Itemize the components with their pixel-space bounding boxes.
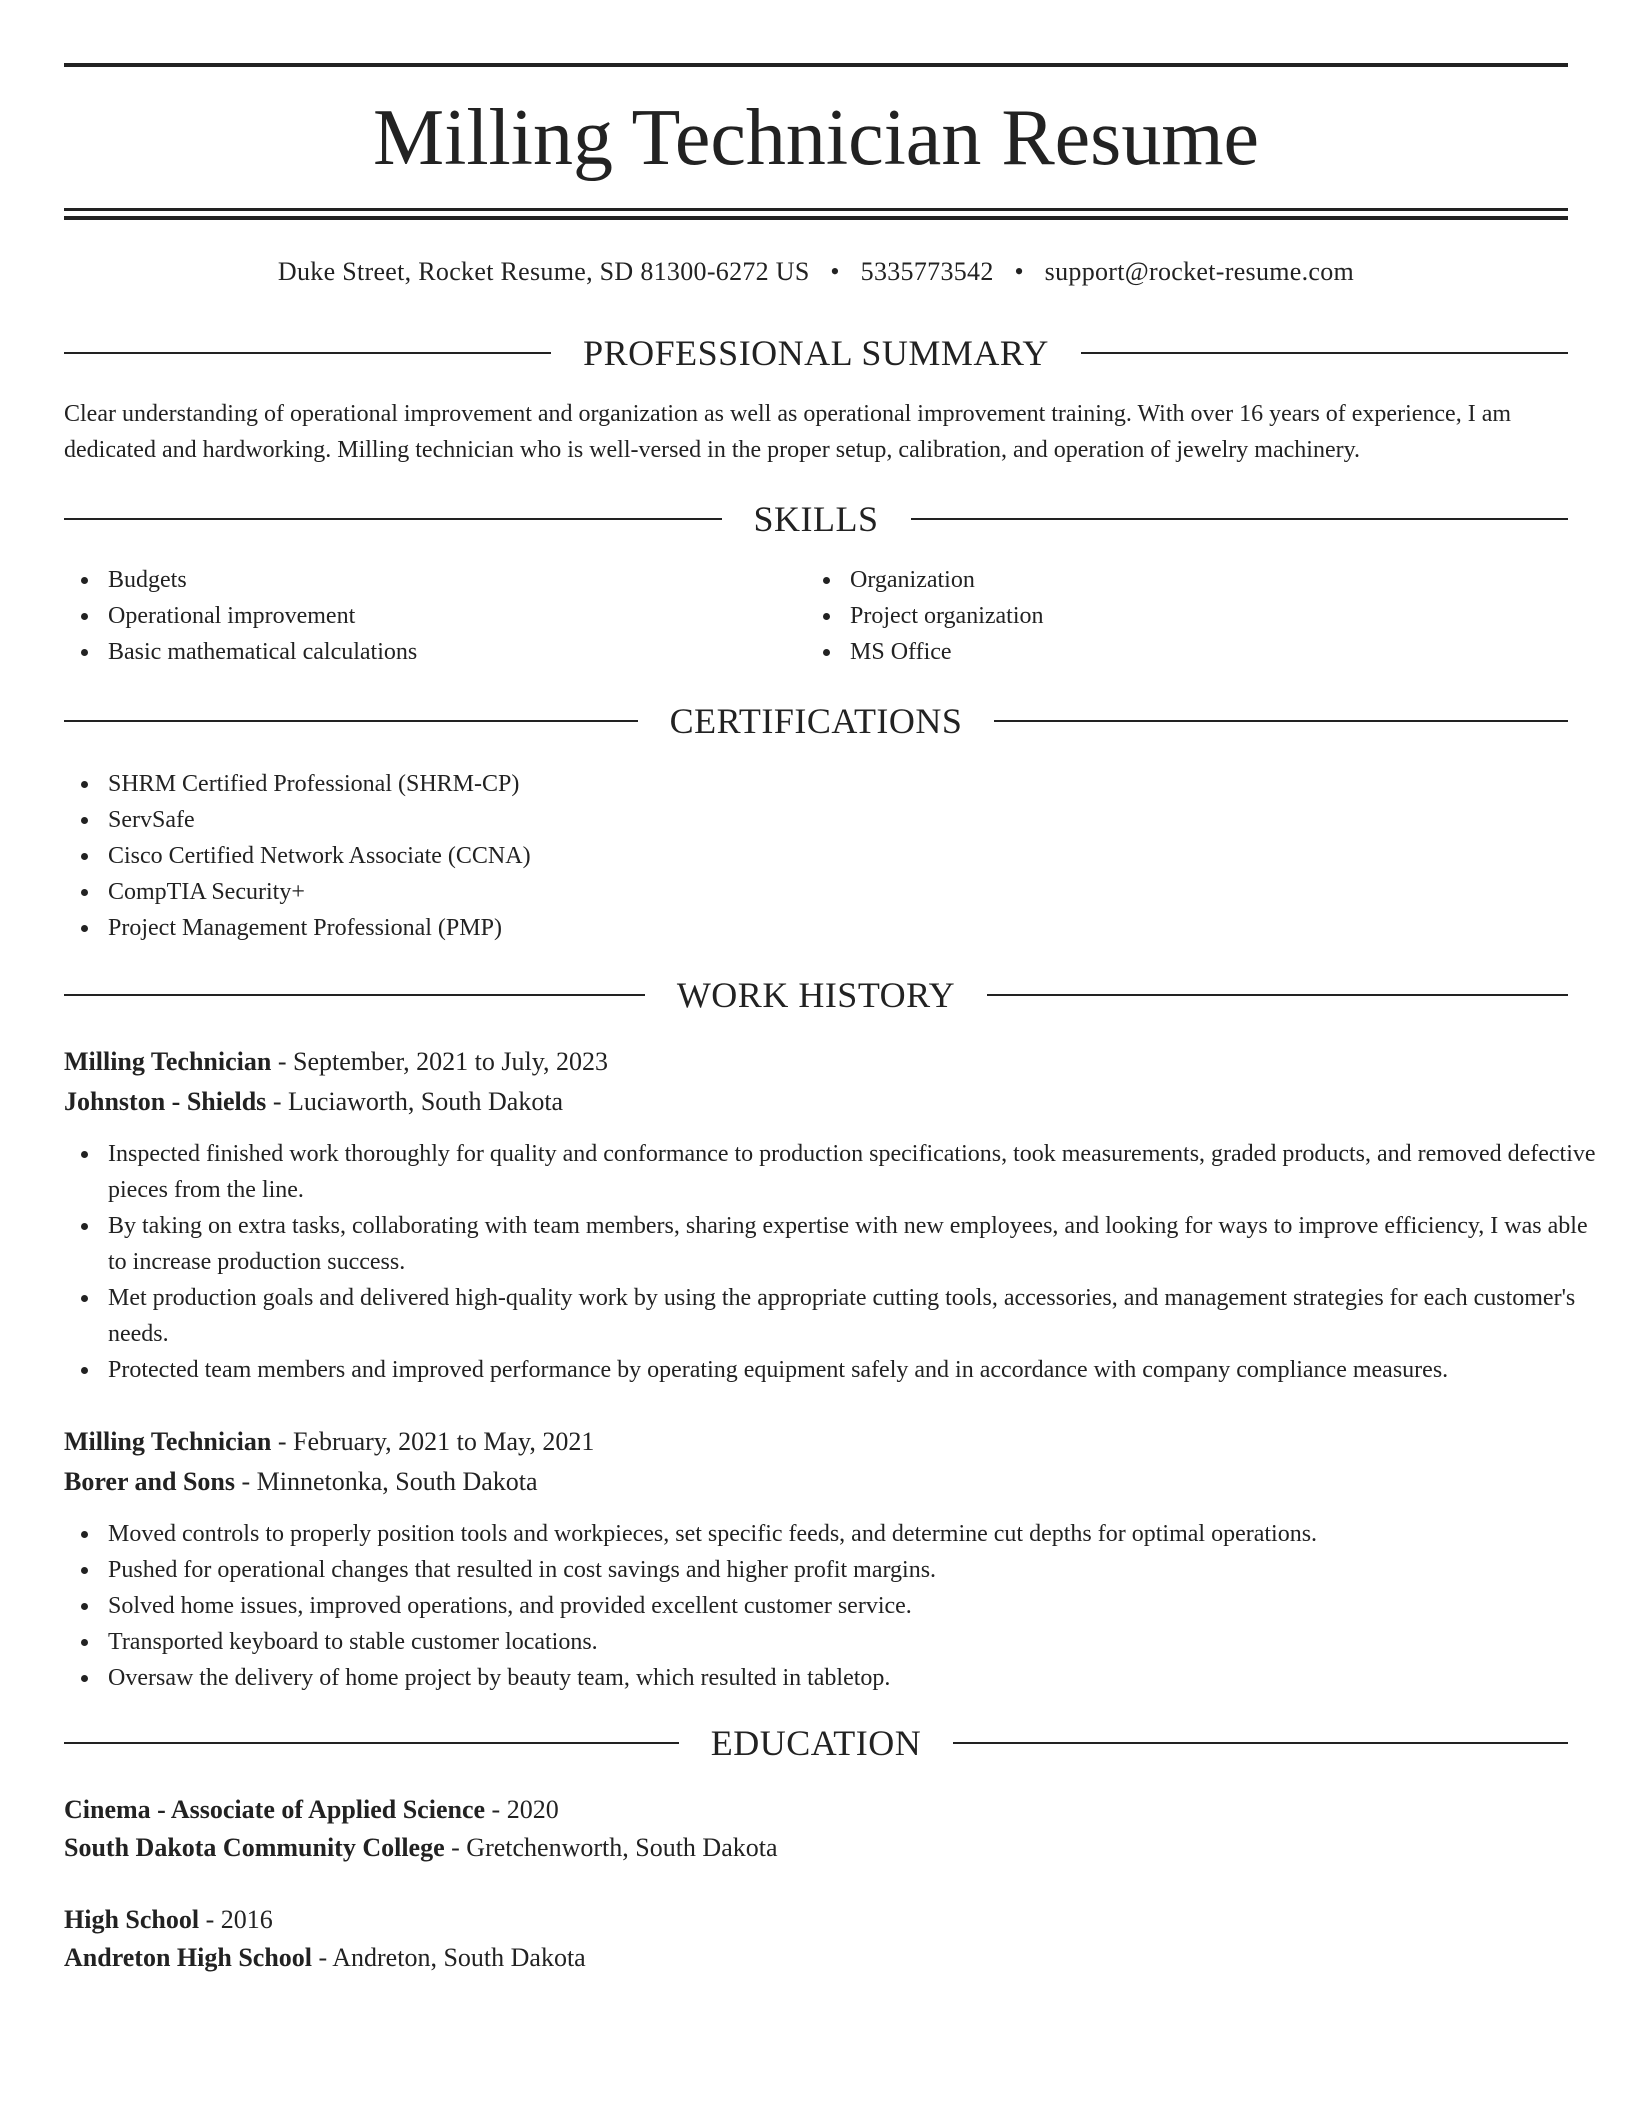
divider xyxy=(64,352,551,354)
education-degree: Cinema - Associate of Applied Science xyxy=(64,1795,486,1824)
job-bullet: By taking on extra tasks, collaborating with team members, sharing expertise with new employees, and looking for ways to improve efficiency, I was able to increase production success. xyxy=(108,1208,1612,1280)
section-header-education xyxy=(64,1718,1568,1768)
job-company: Borer and Sons xyxy=(64,1467,235,1496)
contact-separator: • xyxy=(1014,257,1024,286)
divider xyxy=(64,994,645,996)
certification-item: CompTIA Security+ xyxy=(108,874,1548,910)
job-dates: - September, 2021 to July, 2023 xyxy=(271,1047,609,1076)
certification-item: SHRM Certified Professional (SHRM-CP) xyxy=(108,766,1548,802)
skills-list-right xyxy=(806,562,1550,670)
job-company-line xyxy=(64,1462,1568,1502)
education-degree-line xyxy=(64,1790,1568,1830)
section-header-skills xyxy=(64,494,1568,544)
job-location: - Minnetonka, South Dakota xyxy=(234,1467,538,1496)
education-year: - 2020 xyxy=(485,1795,559,1824)
skill-item: Budgets xyxy=(108,562,808,598)
section-title: SKILLS xyxy=(753,499,879,539)
section-title: EDUCATION xyxy=(710,1723,922,1763)
job-bullet: Inspected finished work thoroughly for quality and conformance to production specifications, took measurements, graded products, and removed defective pieces from the line. xyxy=(108,1136,1612,1208)
job-bullet: Met production goals and delivered high-quality work by using the appropriate cutting tools, accessories, and management strategies for each customer's needs. xyxy=(108,1280,1612,1352)
education-school-line xyxy=(64,1828,1568,1868)
contact-line xyxy=(64,252,1568,292)
skill-item: Project organization xyxy=(850,598,1550,634)
divider xyxy=(64,720,638,722)
skill-item: MS Office xyxy=(850,634,1550,670)
divider xyxy=(1081,352,1568,354)
divider xyxy=(987,994,1568,996)
divider xyxy=(64,518,722,520)
section-header-summary xyxy=(64,328,1568,378)
page-title: Milling Technician Resume xyxy=(372,94,1260,182)
job-bullet: Protected team members and improved performance by operating equipment safely and in accordance with company compliance measures. xyxy=(108,1352,1612,1388)
job-company: Johnston - Shields xyxy=(64,1087,267,1116)
job-bullet: Moved controls to properly position tools and workpieces, set specific feeds, and determine cut depths for optimal operations. xyxy=(108,1516,1612,1552)
title-rule-lower xyxy=(64,216,1568,220)
education-degree: High School xyxy=(64,1905,200,1934)
divider xyxy=(64,1742,679,1744)
education-degree-line xyxy=(64,1900,1568,1940)
summary-text: Clear understanding of operational improvement and organization as well as operational improvement training. With over 16 years of experience, I am dedicated and hardworking. Milling technician who is well-versed in the proper setup, calibration, and operation of jewelry machinery. xyxy=(64,401,1512,463)
job-bullet: Transported keyboard to stable customer locations. xyxy=(108,1624,1612,1660)
job-bullet: Solved home issues, improved operations, and provided excellent customer service. xyxy=(108,1588,1612,1624)
job-bullet: Oversaw the delivery of home project by beauty team, which resulted in tabletop. xyxy=(108,1660,1612,1696)
job-title: Milling Technician xyxy=(64,1427,272,1456)
certifications-list xyxy=(64,766,1548,946)
contact-email: support@rocket-resume.com xyxy=(1044,257,1355,286)
job-dates: - February, 2021 to May, 2021 xyxy=(271,1427,595,1456)
job-title-line xyxy=(64,1042,1568,1082)
skill-item: Organization xyxy=(850,562,1550,598)
education-school-line xyxy=(64,1938,1568,1978)
certification-item: ServSafe xyxy=(108,802,1548,838)
job-bullet: Pushed for operational changes that resulted in cost savings and higher profit margins. xyxy=(108,1552,1612,1588)
certification-item: Project Management Professional (PMP) xyxy=(108,910,1548,946)
job-title-line xyxy=(64,1422,1568,1462)
section-title: PROFESSIONAL SUMMARY xyxy=(583,333,1049,373)
contact-separator: • xyxy=(830,257,840,286)
education-school: Andreton High School xyxy=(64,1943,313,1972)
contact-address: Duke Street, Rocket Resume, SD 81300-6272 US xyxy=(277,257,810,286)
job-location: - Luciaworth, South Dakota xyxy=(266,1087,564,1116)
skill-item: Basic mathematical calculations xyxy=(108,634,808,670)
education-location: - Gretchenworth, South Dakota xyxy=(444,1833,778,1862)
certification-item: Cisco Certified Network Associate (CCNA) xyxy=(108,838,1548,874)
section-title: CERTIFICATIONS xyxy=(669,701,963,741)
job-title: Milling Technician xyxy=(64,1047,272,1076)
divider xyxy=(953,1742,1568,1744)
education-year: - 2016 xyxy=(199,1905,273,1934)
section-header-certifications xyxy=(64,696,1568,746)
job-bullets xyxy=(64,1516,1612,1696)
section-title: WORK HISTORY xyxy=(676,975,956,1015)
skills-list-left xyxy=(64,562,808,670)
divider xyxy=(994,720,1568,722)
education-location: - Andreton, South Dakota xyxy=(312,1943,586,1972)
section-header-work-history xyxy=(64,970,1568,1020)
job-bullets xyxy=(64,1136,1612,1388)
title-rule-upper xyxy=(64,208,1568,211)
contact-phone: 5335773542 xyxy=(860,257,994,286)
top-rule xyxy=(64,63,1568,67)
skill-item: Operational improvement xyxy=(108,598,808,634)
divider xyxy=(911,518,1569,520)
education-school: South Dakota Community College xyxy=(64,1833,445,1862)
job-company-line xyxy=(64,1082,1568,1122)
